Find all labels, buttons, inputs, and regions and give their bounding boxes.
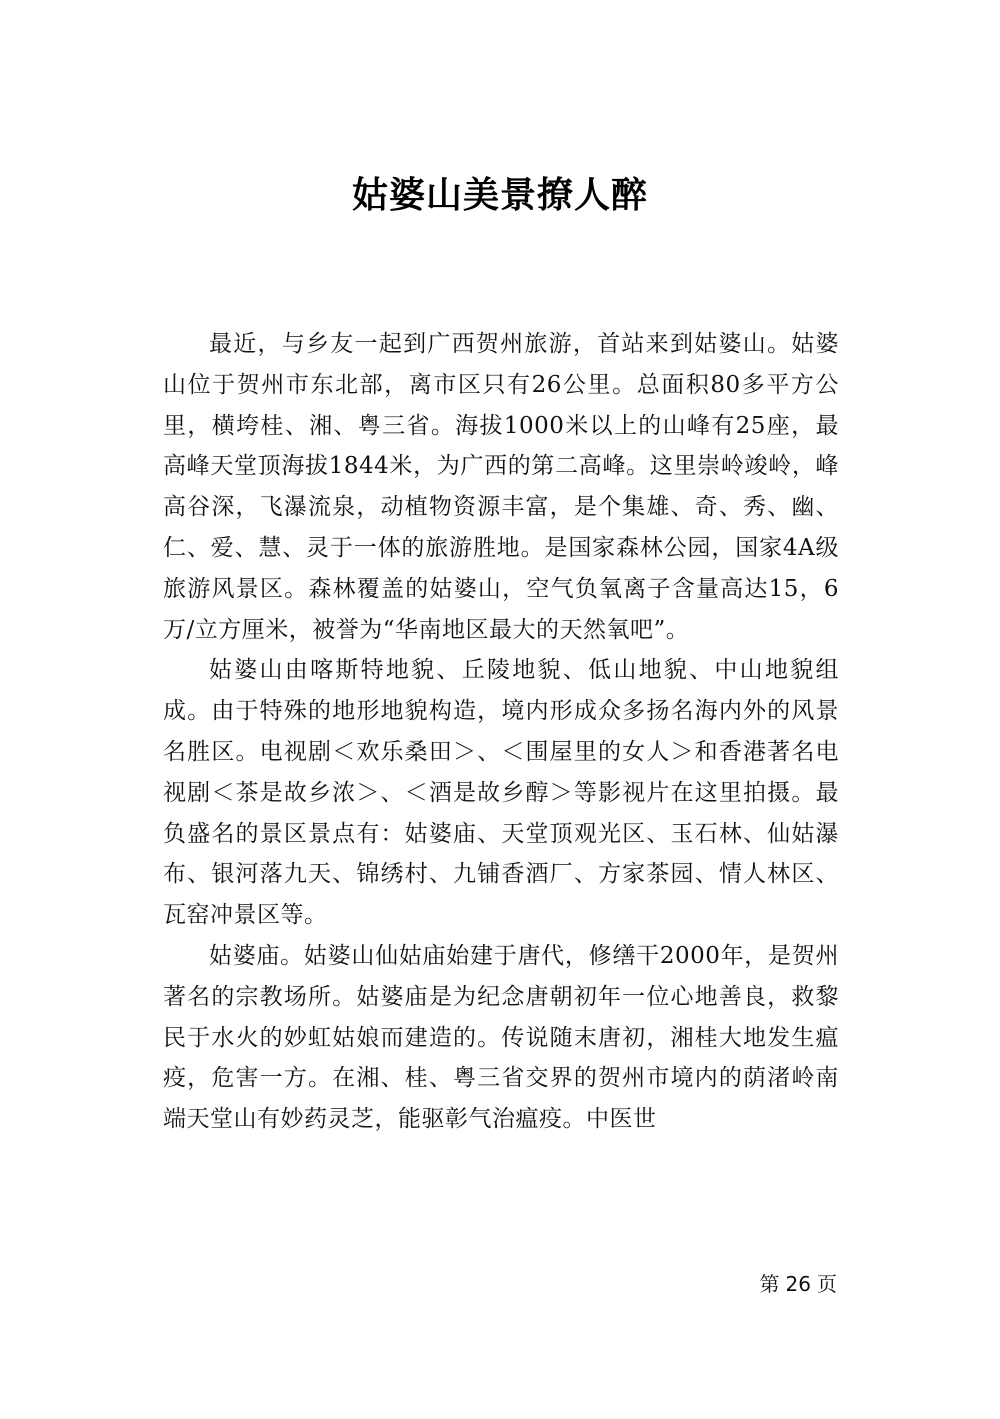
page-number: 26	[785, 1272, 811, 1296]
article-body	[163, 324, 839, 1140]
page-number-suffix: 页	[817, 1272, 837, 1296]
page-title: 姑婆山美景撩人醉	[351, 175, 648, 216]
page-footer	[760, 1270, 837, 1298]
paragraph: 姑婆山由喀斯特地貌、丘陵地貌、低山地貌、中山地貌组成。由于特殊的地形地貌构造，境内形成众多扬名海内外的风景名胜区。电视剧＜欢乐桑田＞、＜围屋里的女人＞和香港著名电视剧＜茶是故乡浓＞、＜酒是故乡醇＞等影视片在这里拍摄。最负盛名的景区景点有：姑婆庙、天堂顶观光区、玉石林、仙姑瀑布、银河落九天、锦绣村、九铺香酒厂、方家茶园、情人林区、瓦窑冲景区等。	[163, 657, 839, 929]
paragraph: 姑婆庙。姑婆山仙姑庙始建于唐代，修缮干2000年，是贺州著名的宗教场所。姑婆庙是为纪念唐朝初年一位心地善良，救黎民于水火的妙虹姑娘而建造的。传说随末唐初，湘桂大地发生瘟疫，危害一方。在湘、桂、粤三省交界的贺州市境内的荫渚岭南端天堂山有妙药灵芝，能驱彰气治瘟疫。中医世	[163, 942, 839, 1133]
page-number-prefix: 第	[759, 1272, 780, 1296]
paragraph: 最近，与乡友一起到广西贺州旅游，首站来到姑婆山。姑婆山位于贺州市东北部，离市区只有26公里。总面积80多平方公里，横垮桂、湘、粤三省。海拔1000米以上的山峰有25座，最高峰天堂顶海拔1844米，为广西的第二高峰。这里崇岭竣岭，峰高谷深，飞瀑流泉，动植物资源丰富，是个集雄、奇、秀、幽、仁、爱、慧、灵于一体的旅游胜地。是国家森林公园，国家4A级旅游风景区。森林覆盖的姑婆山，空气负氧离子含量高达15，6万/立方厘米，被誉为“华南地区最大的天然氧吧”。	[163, 331, 839, 643]
